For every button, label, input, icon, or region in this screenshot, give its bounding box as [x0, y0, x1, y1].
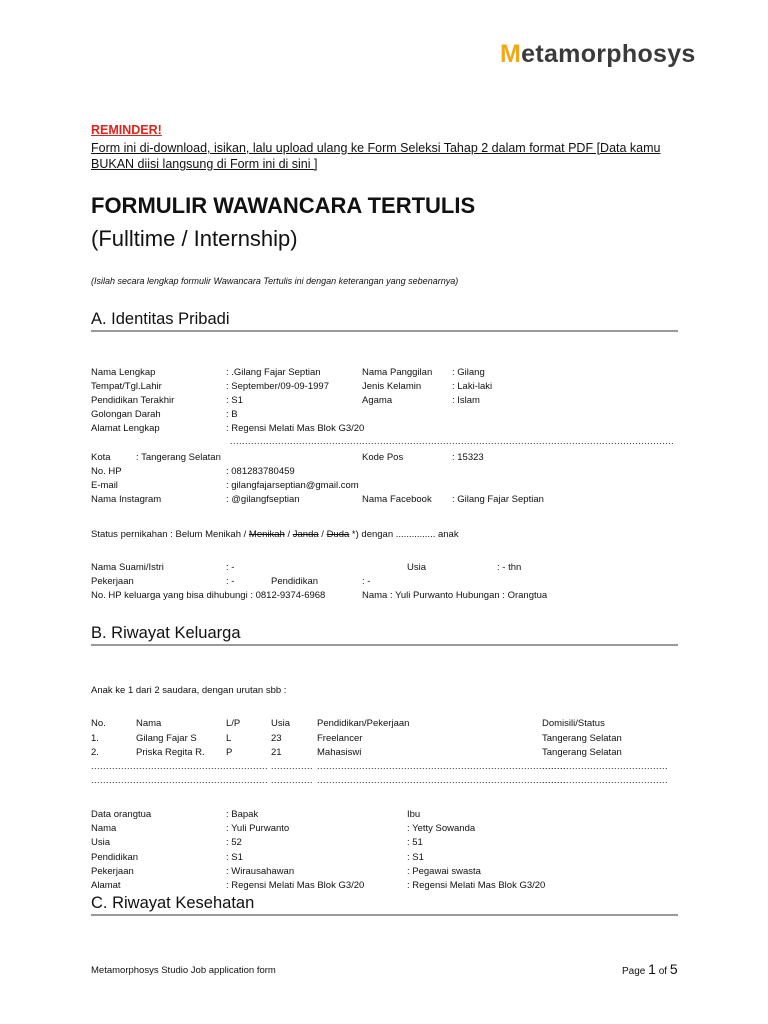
page-word: Page: [622, 966, 649, 977]
table-cell: L: [226, 733, 232, 744]
field-value: : -: [226, 562, 235, 573]
field-value: : B: [226, 409, 238, 420]
blank-cell: ..........................................: [542, 775, 669, 785]
field-value: : 52: [226, 837, 242, 848]
page-total: 5: [669, 961, 678, 977]
field-label: Tempat/Tgl.Lahir: [91, 381, 162, 392]
marital-separator: /: [284, 529, 293, 540]
page-subtitle: (Fulltime / Internship): [91, 226, 298, 251]
page-title: FORMULIR WAWANCARA TERTULIS: [91, 193, 476, 218]
field-label: Pekerjaan: [91, 866, 134, 877]
blank-cell: ..............: [226, 775, 269, 785]
section-c-divider: [91, 914, 678, 916]
field-label: Agama: [362, 395, 393, 406]
field-value: : S1: [407, 852, 424, 863]
family-contact-name: Nama : Yuli Purwanto Hubungan : Orangtua: [362, 590, 548, 601]
marital-status-line: [91, 529, 459, 540]
reminder-line-2: BUKAN diisi langsung di Form ini di sini ]: [91, 157, 318, 171]
field-value: : Pegawai swasta: [407, 866, 481, 877]
marital-option-janda: Janda: [292, 529, 319, 540]
logo-text: etamorphosys: [521, 40, 696, 68]
column-header: No.: [91, 718, 106, 729]
column-header: : Bapak: [226, 809, 259, 820]
field-value: : - thn: [497, 562, 522, 573]
field-value: : gilangfajarseptian@gmail.com: [226, 480, 359, 491]
marital-status-suffix: *) dengan ............... anak: [349, 529, 459, 540]
blank-cell: ..............................: [136, 761, 227, 771]
column-header: Ibu: [407, 809, 421, 820]
field-value: : Gilang Fajar Septian: [452, 494, 544, 505]
family-phone: No. HP keluarga yang bisa dihubungi : 0812-9374-6968: [91, 590, 326, 601]
blank-cell: ...................................................................................: [317, 775, 567, 785]
logo-letter-m: M: [500, 40, 522, 68]
marital-separator: /: [318, 529, 327, 540]
field-label: Kode Pos: [362, 452, 404, 463]
column-header: Usia: [271, 718, 291, 729]
section-c-heading: C. Riwayat Kesehatan: [91, 894, 255, 912]
field-label: Jenis Kelamin: [362, 381, 422, 392]
blank-cell: ...............: [91, 761, 137, 771]
field-label: Nama Lengkap: [91, 367, 156, 378]
field-value: : @gilangfseptian: [226, 494, 300, 505]
table-cell: 2.: [91, 747, 99, 758]
page-number: 1: [648, 961, 656, 977]
field-label: Nama Instagram: [91, 494, 162, 505]
blank-cell: ..............................: [136, 775, 227, 785]
field-value: : S1: [226, 852, 243, 863]
page-indicator: [622, 961, 678, 977]
field-label: Nama: [91, 823, 117, 834]
table-cell: 23: [271, 733, 282, 744]
field-label: Nama Suami/Istri: [91, 562, 164, 573]
field-value: : Laki-laki: [452, 381, 493, 392]
field-value: : Yetty Sowanda: [407, 823, 476, 834]
table-cell: P: [226, 747, 233, 758]
blank-cell: ..............: [271, 761, 314, 771]
field-value: : -: [226, 576, 235, 587]
field-label: Golongan Darah: [91, 409, 161, 420]
field-label: Pendidikan Terakhir: [91, 395, 175, 406]
field-value: : 51: [407, 837, 423, 848]
field-value: : Islam: [452, 395, 480, 406]
field-label: Usia: [91, 837, 111, 848]
marital-option-duda: Duda: [326, 529, 350, 540]
table-cell: Priska Regita R.: [136, 747, 205, 758]
table-cell: Gilang Fajar S: [136, 733, 197, 744]
blank-cell: ...............: [91, 775, 137, 785]
field-value: : S1: [226, 395, 243, 406]
blank-cell: ..............: [271, 775, 314, 785]
field-value: : Regensi Melati Mas Blok G3/20: [226, 423, 365, 434]
field-value: : Regensi Melati Mas Blok G3/20: [407, 880, 546, 891]
sibling-order-note: Anak ke 1 dari 2 saudara, dengan urutan sbb :: [91, 685, 287, 696]
address-continuation-dots: ....................................................................................................................................................: [230, 436, 675, 446]
field-value: : Wirausahawan: [226, 866, 295, 877]
section-a-heading: A. Identitas Pribadi: [91, 310, 230, 328]
field-label: Alamat Lengkap: [91, 423, 160, 434]
field-label: E-mail: [91, 480, 118, 491]
table-cell: Tangerang Selatan: [542, 733, 622, 744]
blank-cell: ..............: [226, 761, 269, 771]
blank-cell: ...................................................................................: [317, 761, 567, 771]
field-label: Nama Facebook: [362, 494, 432, 505]
field-value: : 081283780459: [226, 466, 295, 477]
field-label: No. HP: [91, 466, 122, 477]
field-label: Pendidikan: [91, 852, 139, 863]
marital-option-menikah: Menikah: [248, 529, 285, 540]
field-value: : -: [362, 576, 371, 587]
table-cell: 1.: [91, 733, 99, 744]
field-label: Usia: [407, 562, 427, 573]
section-b-heading: B. Riwayat Keluarga: [91, 624, 241, 642]
field-label: Pendidikan: [271, 576, 319, 587]
footer-text: Metamorphosys Studio Job application form: [91, 965, 276, 976]
field-value: : Yuli Purwanto: [226, 823, 290, 834]
field-label: Nama Panggilan: [362, 367, 433, 378]
reminder-title: REMINDER!: [91, 123, 162, 137]
field-label: Alamat: [91, 880, 121, 891]
table-cell: Mahasiswi: [317, 747, 362, 758]
instruction-note: (Isilah secara lengkap formulir Wawancara Tertulis ini dengan keterangan yang sebenarnya): [91, 276, 459, 286]
field-value: : September/09-09-1997: [226, 381, 329, 392]
table-cell: Freelancer: [317, 733, 363, 744]
column-header: Pendidikan/Pekerjaan: [317, 718, 410, 729]
column-header: Domisili/Status: [542, 718, 605, 729]
marital-status-prefix: Status pernikahan : Belum Menikah /: [91, 529, 249, 540]
reminder-line-1: Form ini di-download, isikan, lalu upload ulang ke Form Seleksi Tahap 2 dalam format PDF [Data kamu: [91, 141, 661, 155]
column-header: Nama: [136, 718, 162, 729]
brand-logo: [500, 40, 696, 69]
page-of-word: of: [655, 966, 670, 977]
column-header: L/P: [226, 718, 241, 729]
field-value: : Gilang: [452, 367, 485, 378]
field-label: Data orangtua: [91, 809, 152, 820]
field-value: : Regensi Melati Mas Blok G3/20: [226, 880, 365, 891]
field-label: Pekerjaan: [91, 576, 134, 587]
field-value: : Tangerang Selatan: [136, 452, 221, 463]
table-cell: Tangerang Selatan: [542, 747, 622, 758]
field-value: : .Gilang Fajar Septian: [226, 367, 321, 378]
section-b-divider: [91, 644, 678, 646]
blank-cell: ..........................................: [542, 761, 669, 771]
section-a-divider: [91, 330, 678, 332]
field-value: : 15323: [452, 452, 484, 463]
field-label: Kota: [91, 452, 111, 463]
table-cell: 21: [271, 747, 282, 758]
